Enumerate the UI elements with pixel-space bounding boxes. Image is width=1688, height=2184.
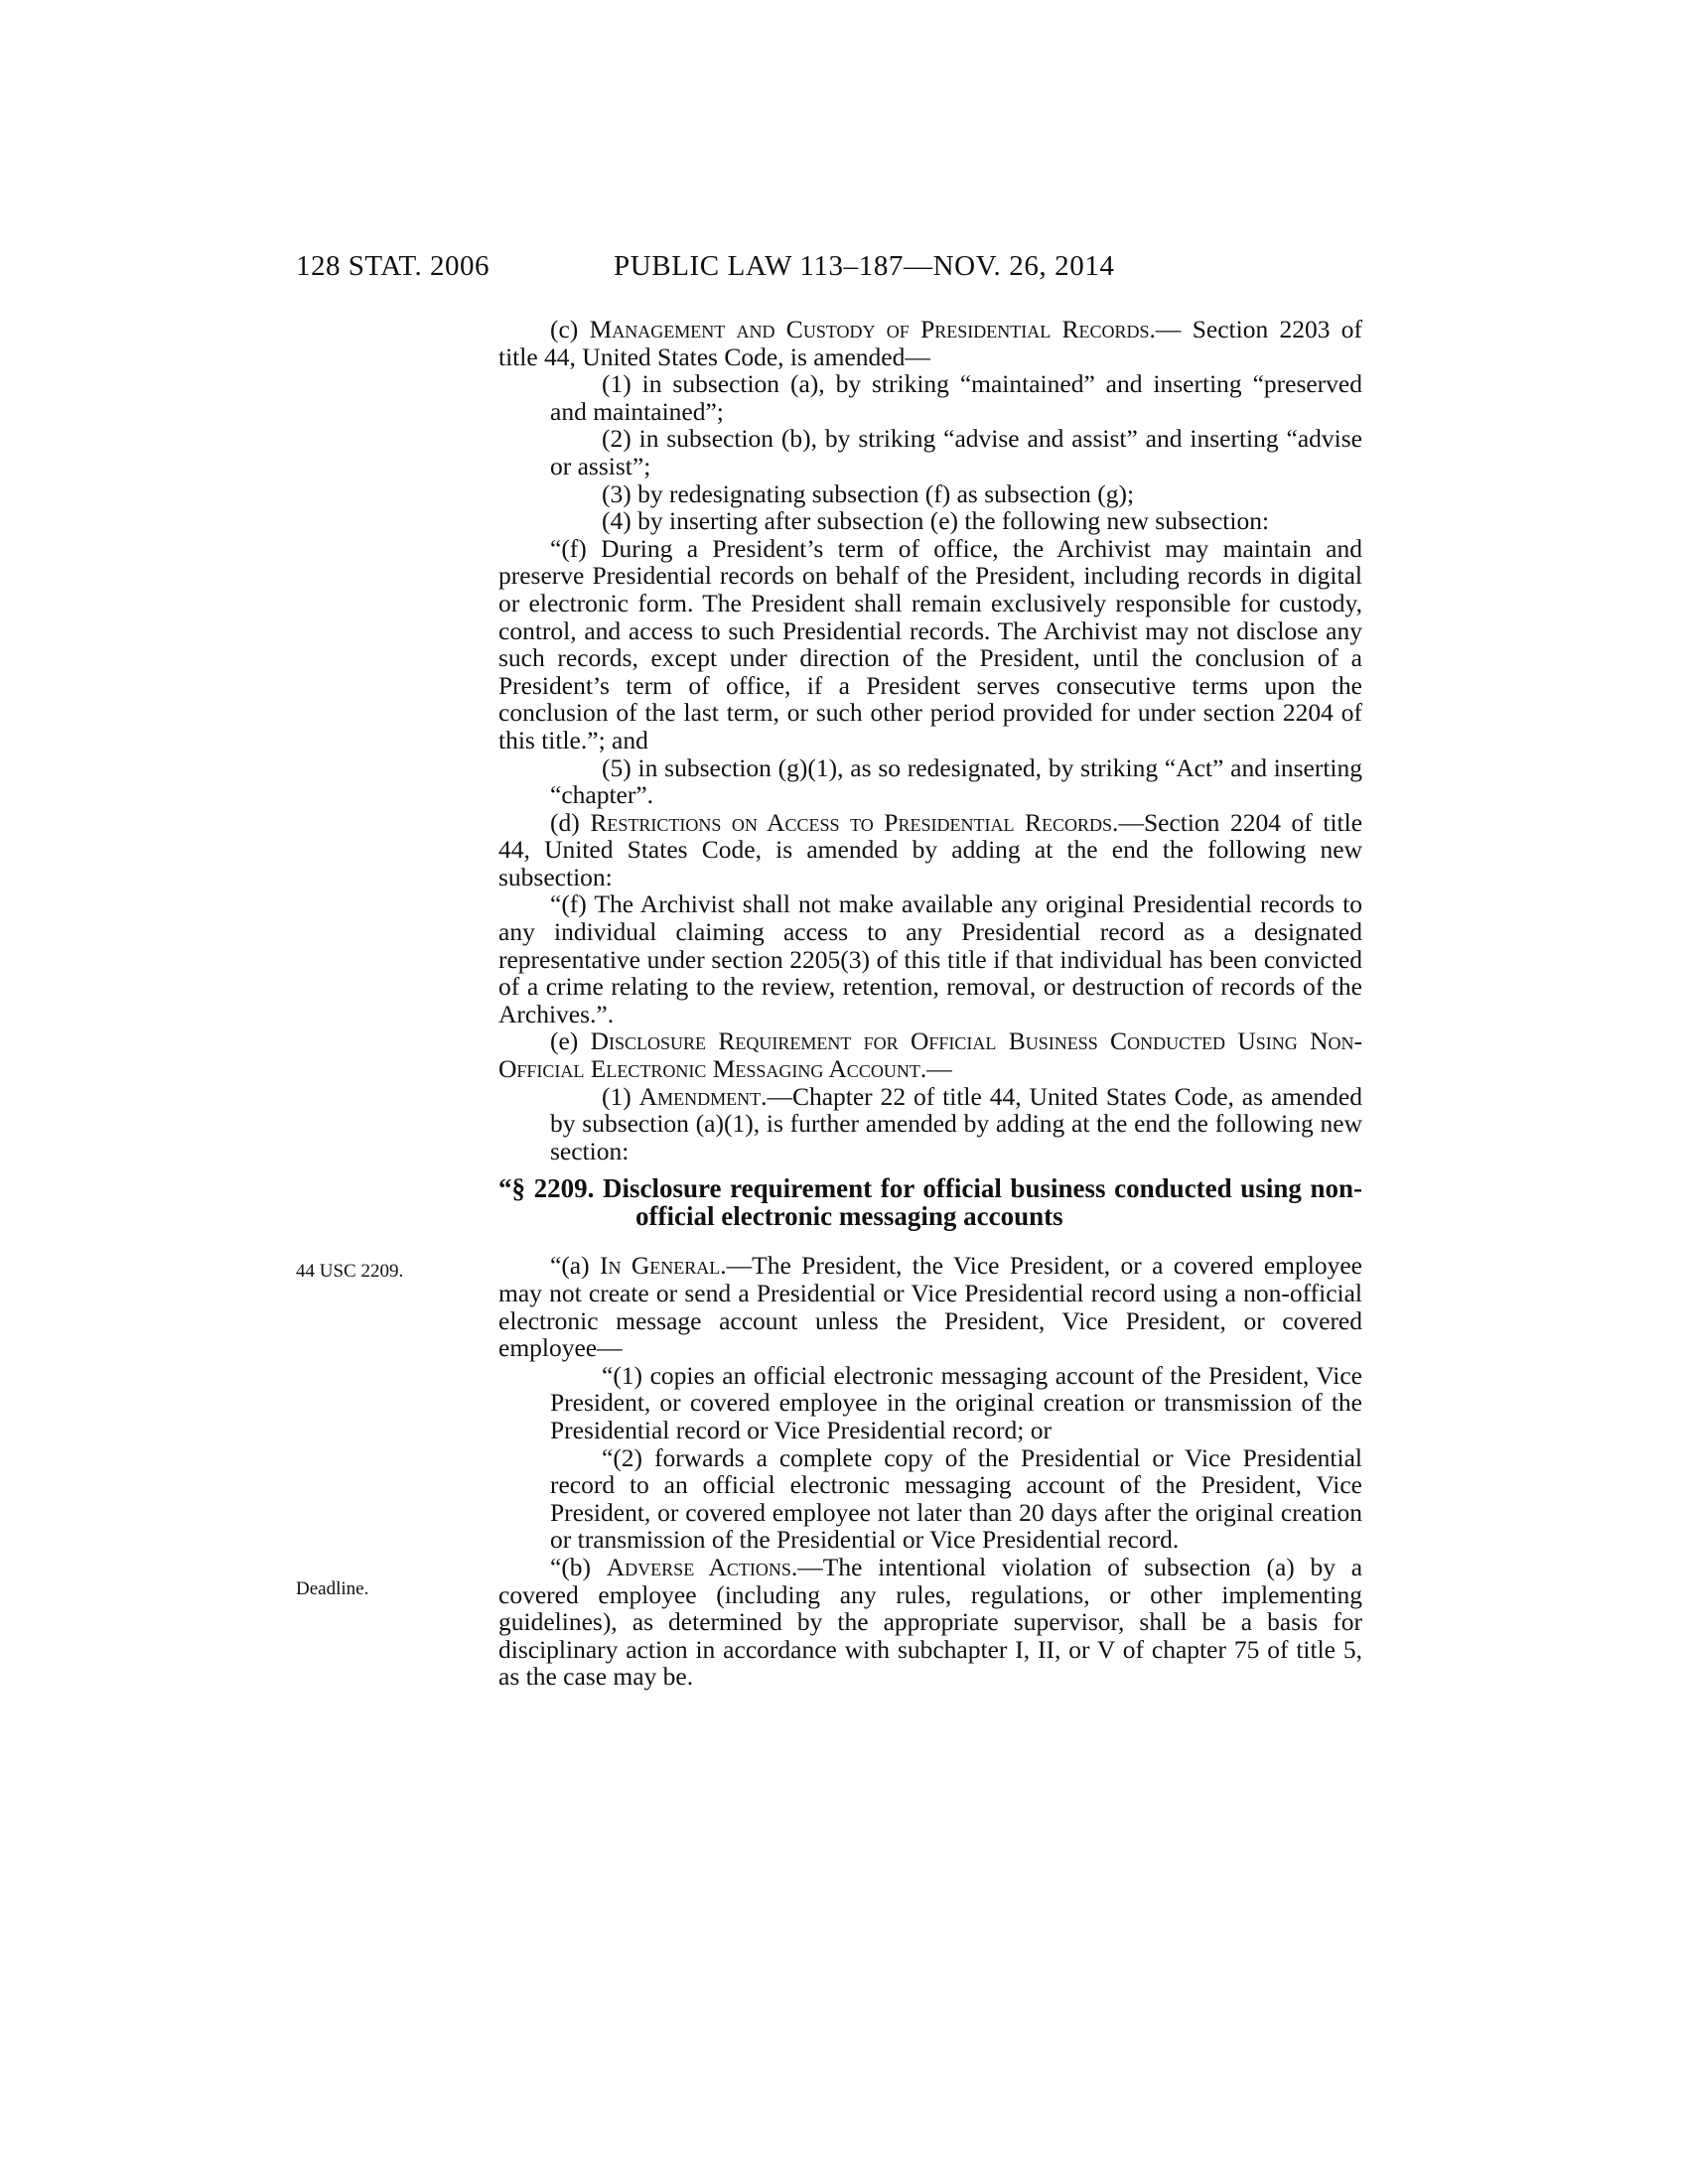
subsection-c-number: (c) — [550, 315, 579, 343]
subsection-e-number: (e) — [550, 1026, 579, 1056]
body-text — [498, 316, 1362, 1691]
section-2209-subsection-b — [498, 1554, 1362, 1691]
section-2209-a-2: “(2) forwards a complete copy of the Presidential or Vice Presidential record to an official electronic messaging account of the President, Vice President, or covered employee not later than 20 days after the original creation or transmission of the Presidential or Vice Presidential record. — [550, 1442, 1362, 1555]
subsection-e — [498, 1027, 1362, 1082]
margin-note-usc-citation: 44 USC 2209. — [296, 1261, 404, 1282]
subsection-e-heading: Disclosure Requirement for Official Business Conducted Using Non-Official Electronic Messaging Account. — [498, 1026, 1362, 1084]
section-2209-a-heading: In General. — [600, 1251, 727, 1281]
section-2209-a-1: “(1) copies an official electronic messaging account of the President, Vice President, or covered employee in the original creation or transmission of the Presidential record or Vice Presidential record; or — [550, 1360, 1362, 1444]
subsection-e-item-1 — [498, 1083, 1362, 1165]
section-2209-subsection-a — [498, 1252, 1362, 1361]
subsection-e-item-1-text: —Chapter 22 of title 44, United States Code, as amended by subsection (a)(1), is further amended by adding at the end the following new section: — [550, 1081, 1362, 1165]
subsection-c-text: — Section 2203 of title 44, United States Code, is amended— — [498, 315, 1362, 371]
subsection-e-item-1-label: (1) — [602, 1081, 632, 1111]
section-2209-b-heading: Adverse Actions. — [606, 1552, 798, 1581]
margin-note-deadline: Deadline. — [296, 1578, 369, 1599]
subsection-d — [498, 809, 1362, 891]
subsection-d-text: —Section 2204 of title 44, United States Code, is amended by adding at the end the following new subsection: — [498, 807, 1363, 891]
running-head: PUBLIC LAW 113–187—NOV. 26, 2014 — [614, 250, 1115, 282]
subsection-d-quoted-f: “(f) The Archivist shall not make available any original Presidential records to any individual claiming access to any Presidential record as a designated representative under section 2205(3) of this title if that individual has been convicted of a crime relating to the review, retention, removal, or destruction of records of the Archives.”. — [498, 889, 1362, 1028]
subsection-c — [498, 316, 1362, 370]
subsection-c-heading: Management and Custody of Presidential Records. — [589, 315, 1156, 343]
subsection-e-item-1-heading: Amendment. — [638, 1081, 768, 1111]
subsection-c-item-4: (4) by inserting after subsection (e) the following new subsection: — [602, 506, 1270, 536]
statute-page-number: 128 STAT. 2006 — [296, 250, 491, 282]
section-2209-a-label: “(a) — [550, 1251, 590, 1281]
section-2209-heading: “§ 2209. Disclosure requirement for official business conducted using non-official electronic messaging accounts — [498, 1173, 1362, 1232]
section-2209-a-text: —The President, the Vice President, or a covered employee may not create or send a Presidential or Vice Presidential record using a non-official electronic message account unless the President, Vice President, or covered employee— — [498, 1251, 1362, 1363]
subsection-c-item-1: (1) in subsection (a), by striking “maintained” and inserting “preserved and maintained”; — [550, 369, 1362, 426]
section-2209-b-label: “(b) — [550, 1552, 592, 1581]
subsection-c-item-2: (2) in subsection (b), by striking “advise and assist” and inserting “advise or assist”; — [550, 424, 1362, 480]
subsection-d-heading: Restrictions on Access to Presidential Records. — [590, 807, 1119, 837]
section-2209-b-text: —The intentional violation of subsection (a) by a covered employee (including any rules, regulations, or other implementing guidelines), as determined by the appropriate supervisor, shall be a basis for disciplinary action in accordance with subchapter I, II, or V of chapter 75 of title 5, as the case may be. — [498, 1552, 1363, 1692]
subsection-c-item-3: (3) by redesignating subsection (f) as subsection (g); — [602, 478, 1135, 508]
subsection-d-number: (d) — [550, 807, 580, 837]
subsection-e-dash: — — [926, 1054, 952, 1084]
subsection-c-item-5: (5) in subsection (g)(1), as so redesignated, by striking “Act” and inserting “chapter”. — [550, 752, 1362, 810]
subsection-c-quoted-f: “(f) During a President’s term of office, the Archivist may maintain and preserve Presidential records on behalf of the President, including records in digital or electronic form. The President shall remain exclusively responsible for custody, control, and access to such Presidential records. The Archivist may not disclose any such records, except under direction of the President, until the conclusion of a President’s term of office, if a President serves consecutive terms upon the conclusion of the last term, or such other period provided for under section 2204 of this title.”; and — [498, 533, 1362, 754]
